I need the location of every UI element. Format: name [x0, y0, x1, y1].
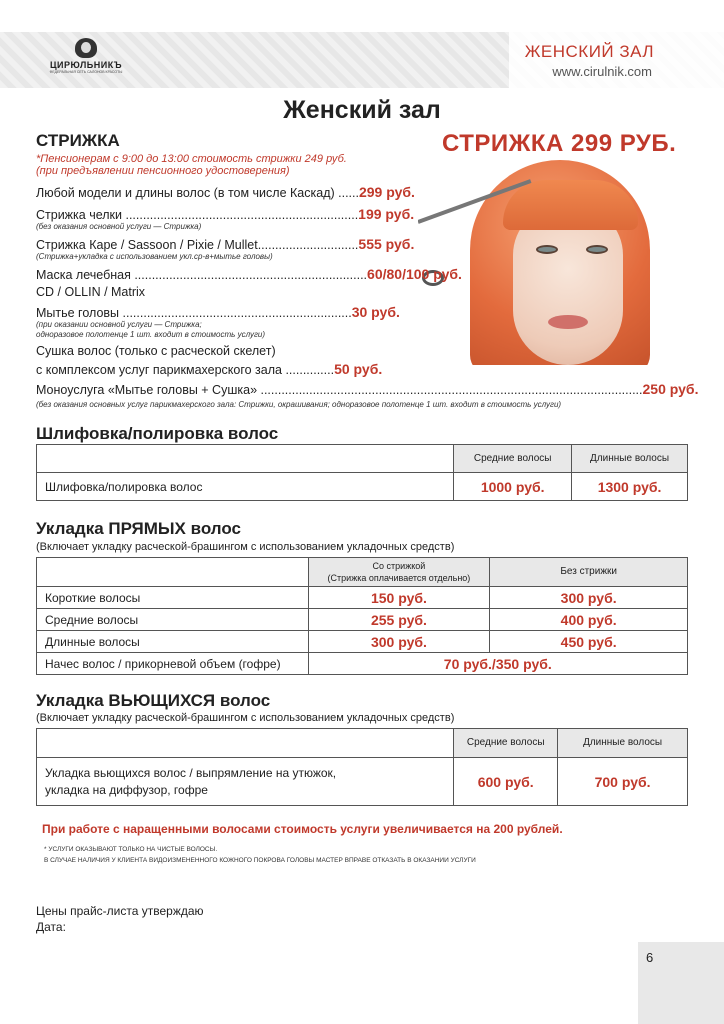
- price-row: Стрижка Каре / Sassoon / Pixie / Mullet.............................555 руб.: [36, 236, 415, 252]
- table-row: Длинные волосы 300 руб. 450 руб.: [37, 631, 688, 653]
- pension-note-line-2: (при предъявлении пенсионного удостоверения): [36, 165, 290, 177]
- price-row: с комплексом услуг парикмахерского зала ..............50 руб.: [36, 361, 383, 377]
- col-long: Длинные волосы: [558, 729, 688, 758]
- logo: [46, 38, 126, 74]
- pension-note-line-1: *Пенсионерам с 9:00 до 13:00 стоимость стрижки 249 руб.: [36, 153, 347, 165]
- logo-emblem-icon: [75, 38, 97, 58]
- price-note: (без оказания основной услуги — Стрижка): [36, 222, 202, 231]
- logo-subtitle: ФЕДЕРАЛЬНАЯ СЕТЬ САЛОНОВ КРАСОТЫ: [49, 70, 123, 74]
- table-row: Средние волосы 255 руб. 400 руб.: [37, 609, 688, 631]
- col-with-cut: Со стрижкой (Стрижка оплачивается отдельно): [308, 558, 490, 587]
- polish-table: [36, 444, 688, 501]
- approve-label: Цены прайс-листа утверждаю: [36, 904, 204, 918]
- price-row: Любой модели и длины волос (в том числе Каскад) ......299 руб.: [36, 184, 415, 200]
- page-number: 6: [646, 950, 654, 965]
- page-number-box: [638, 942, 724, 1024]
- price-note: одноразовое полотенце 1 шт. входит в стоимость услуги): [36, 330, 266, 339]
- price-note: (Стрижка+укладка с использованием укл.ср-в+мытье головы): [36, 252, 273, 261]
- col-medium: Средние волосы: [454, 445, 572, 473]
- price-note: (без оказания основных услуг парикмахерского зала: Стрижки, окрашивания; одноразовое полотенце 1 шт. входит в стоимость услуги): [36, 400, 562, 409]
- col-without-cut: Без стрижки: [490, 558, 688, 587]
- header-section-title: ЖЕНСКИЙ ЗАЛ: [524, 42, 654, 61]
- straight-heading: Укладка ПРЯМЫХ волос: [36, 519, 241, 538]
- straight-sub: (Включает укладку расческой-брашингом с использованием укладочных средств): [36, 541, 455, 553]
- table-row: Короткие волосы 150 руб. 300 руб.: [37, 587, 688, 609]
- haircut-promo: СТРИЖКА 299 РУБ.: [442, 130, 677, 157]
- curly-table: [36, 728, 688, 806]
- extension-note: При работе с наращенными волосами стоимость услуги увеличивается на 200 рублей.: [42, 822, 563, 836]
- price-medium: 1000 руб.: [454, 473, 572, 501]
- small-note-2: В СЛУЧАЕ НАЛИЧИЯ У КЛИЕНТА ВИДОИЗМЕНЕННОГО КОЖНОГО ПОКРОВА ГОЛОВЫ МАСТЕР ВПРАВЕ ОТКАЗАТЬ В ОКАЗАНИИ УСЛУГИ: [44, 857, 476, 864]
- small-note-1: * УСЛУГИ ОКАЗЫВАЮТ ТОЛЬКО НА ЧИСТЫЕ ВОЛОСЫ.: [44, 846, 218, 853]
- haircut-heading: СТРИЖКА: [36, 131, 120, 150]
- straight-table: [36, 557, 688, 675]
- price-row: Маска лечебная ...................................................................60/80/100 руб.: [36, 266, 462, 282]
- price-row: Мытье головы ..................................................................30 руб.: [36, 304, 400, 320]
- polish-heading: Шлифовка/полировка волос: [36, 424, 279, 443]
- mask-brands: CD / OLLIN / Matrix: [36, 285, 146, 299]
- col-medium: Средние волосы: [454, 729, 558, 758]
- dry-label: Сушка волос (только с расческой скелет): [36, 344, 276, 358]
- header-url[interactable]: www.cirulnik.com: [552, 64, 652, 79]
- row-label: Шлифовка/полировка волос: [37, 473, 454, 501]
- hero-photo: [418, 160, 680, 365]
- price-row: Моноуслуга «Мытье головы + Сушка» ..............................................................................................................250 руб.: [36, 381, 699, 397]
- pension-note: [36, 153, 347, 177]
- price-long: 1300 руб.: [572, 473, 688, 501]
- logo-name: ЦИРЮЛЬНИКЪ: [49, 60, 123, 70]
- price-note: (при оказании основной услуги — Стрижка;: [36, 320, 202, 329]
- curly-heading: Укладка ВЬЮЩИХСЯ волос: [36, 691, 271, 710]
- col-long: Длинные волосы: [572, 445, 688, 473]
- date-label: Дата:: [36, 920, 66, 934]
- price-row: Стрижка челки ...................................................................199 руб.: [36, 206, 415, 222]
- page-title: Женский зал: [283, 96, 441, 124]
- curly-sub: (Включает укладку расческой-брашингом с использованием укладочных средств): [36, 712, 455, 724]
- table-row: Укладка вьющихся волос / выпрямление на утюжок, укладка на диффузор, гофре 600 руб. 700 руб.: [37, 758, 688, 806]
- table-row: Начес волос / прикорневой объем (гофре) 70 руб./350 руб.: [37, 653, 688, 675]
